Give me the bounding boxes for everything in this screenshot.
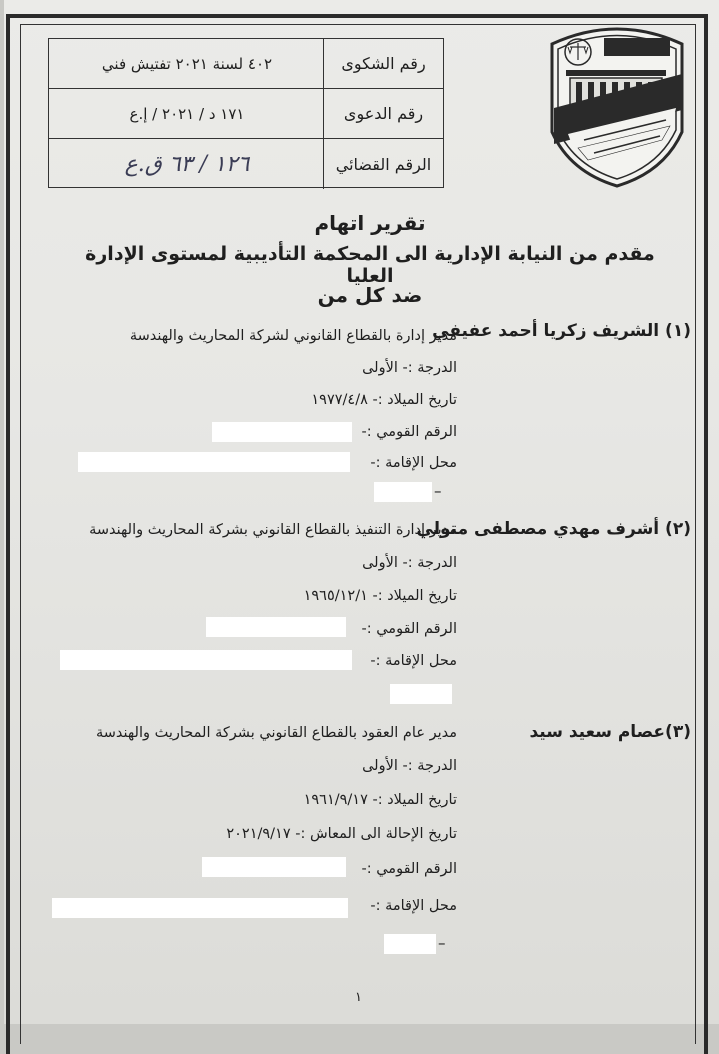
case-info-table bbox=[48, 38, 444, 188]
redaction-box bbox=[374, 482, 432, 502]
redaction-box bbox=[384, 934, 436, 954]
seal-title-banner bbox=[604, 38, 670, 56]
defendant-3-birth: تاريخ الميلاد :- ١٩٦١/٩/١٧ bbox=[303, 792, 457, 808]
judicial-label: الرقم القضائي bbox=[323, 139, 443, 189]
defendant-1-residence-label: محل الإقامة :- bbox=[370, 455, 457, 471]
administrative-prosecution-seal bbox=[544, 22, 690, 188]
defendant-3-national-id-label: الرقم القومي :- bbox=[361, 861, 457, 877]
report-subtitle: مقدم من النيابة الإدارية الى المحكمة التأديبية لمستوى الإدارة العليا bbox=[85, 243, 655, 287]
complaint-value: ٤٠٢ لسنة ٢٠٢١ تفتيش فني bbox=[101, 54, 273, 73]
redaction-box bbox=[390, 684, 452, 704]
redaction-box bbox=[52, 898, 348, 918]
defendant-1-position: مدير إدارة بالقطاع القانوني لشركة المحاريث والهندسة bbox=[129, 328, 457, 344]
defendant-3-position: مدير عام العقود بالقطاع القانوني بشركة المحاريث والهندسة bbox=[95, 725, 457, 741]
case-label: رقم الدعوى bbox=[323, 89, 443, 138]
dash-mark: – bbox=[438, 934, 446, 952]
complaint-label: رقم الشكوى bbox=[323, 39, 443, 88]
defendant-2-residence-label: محل الإقامة :- bbox=[370, 653, 457, 669]
defendant-3-grade: الدرجة :- الأولى bbox=[362, 758, 457, 774]
defendant-1-birth: تاريخ الميلاد :- ١٩٧٧/٤/٨ bbox=[311, 392, 457, 408]
defendant-3-retirement-date: تاريخ الإحالة الى المعاش :- ٢٠٢١/٩/١٧ bbox=[226, 826, 457, 842]
defendant-2-name: (٢) أشرف مهدي مصطفى متولي bbox=[416, 519, 691, 539]
defendant-1-name: (١) الشريف زكريا أحمد عفيفي bbox=[432, 321, 691, 341]
defendant-1-national-id-label: الرقم القومي :- bbox=[361, 424, 457, 440]
defendant-2-position: مدير إدارة التنفيذ بالقطاع القانوني بشركة المحاريث والهندسة bbox=[89, 522, 457, 538]
judicial-value-handwritten: ١٢٦ / ٦٣ ق.ع bbox=[124, 151, 250, 177]
redaction-box bbox=[202, 857, 346, 877]
redaction-box bbox=[212, 422, 352, 442]
defendant-2-national-id-label: الرقم القومي :- bbox=[361, 621, 457, 637]
case-value: ١٧١ د / ٢٠٢١ / إ.ع bbox=[129, 104, 245, 123]
redaction-box bbox=[60, 650, 352, 670]
defendant-2-grade: الدرجة :- الأولى bbox=[362, 555, 457, 571]
defendant-3-name: (٣)عصام سعيد سيد bbox=[529, 722, 691, 742]
redaction-box bbox=[78, 452, 350, 472]
dash-mark: – bbox=[434, 482, 442, 500]
defendant-3-residence-label: محل الإقامة :- bbox=[370, 898, 457, 914]
defendant-2-birth: تاريخ الميلاد :- ١٩٦٥/١٢/١ bbox=[303, 588, 457, 604]
defendant-1-grade: الدرجة :- الأولى bbox=[362, 360, 457, 376]
page-number: ١ bbox=[355, 990, 362, 1005]
case-row bbox=[49, 89, 443, 139]
redaction-box bbox=[206, 617, 346, 637]
judicial-row bbox=[49, 139, 443, 189]
report-title: تقرير اتهام bbox=[314, 211, 426, 235]
against-heading: ضد كل من bbox=[317, 283, 423, 307]
complaint-row bbox=[49, 39, 443, 89]
